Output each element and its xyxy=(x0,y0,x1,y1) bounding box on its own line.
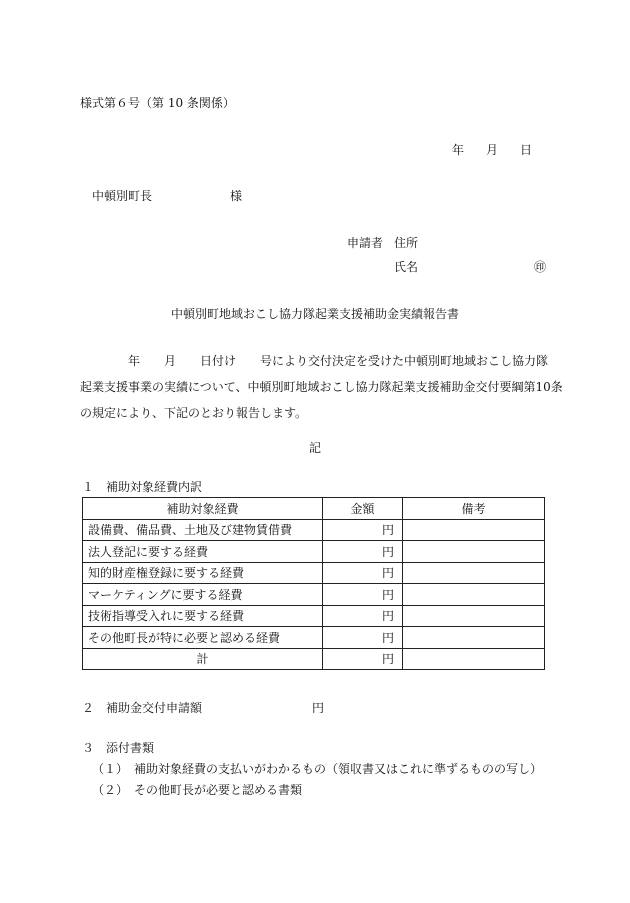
total-label: 計 xyxy=(83,648,323,670)
table-row xyxy=(83,519,545,541)
table-header-row xyxy=(83,498,545,520)
section1-heading: １ 補助対象経費内訳 xyxy=(82,480,203,494)
body-line-3: の規定により、下記のとおり報告します。 xyxy=(80,406,308,420)
addressee-name: 中頓別町長 xyxy=(92,189,153,203)
total-note-cell xyxy=(403,648,545,670)
note-cell xyxy=(403,541,545,563)
address-label: 住所 xyxy=(394,236,419,250)
date-year-label: 年 xyxy=(452,143,465,157)
expense-table xyxy=(82,497,545,670)
expense-item: 設備費、備品費、土地及び建物賃借費 xyxy=(83,519,323,541)
expense-item: その他町長が特に必要と認める経費 xyxy=(83,627,323,649)
note-cell xyxy=(403,562,545,584)
total-amount-cell: 円 xyxy=(323,648,403,670)
body-paragraph xyxy=(80,348,563,426)
body-line-1: 年 月 日付け 号により交付決定を受けた中頓別町地域おこし協力隊 xyxy=(80,354,549,368)
amount-cell: 円 xyxy=(323,584,403,606)
table-row xyxy=(83,605,545,627)
column-header: 補助対象経費 xyxy=(83,498,323,520)
addressee-honorific: 様 xyxy=(230,189,243,203)
attachment-item-1: （１） 補助対象経費の支払いがわかるもの（領収書又はこれに準ずるものの写し） xyxy=(92,762,543,776)
date-month-label: 月 xyxy=(486,143,499,157)
amount-cell: 円 xyxy=(323,541,403,563)
section2-unit: 円 xyxy=(312,701,325,715)
table-row xyxy=(83,562,545,584)
attachment-item-2: （２） その他町長が必要と認める書類 xyxy=(92,783,303,797)
column-header: 備考 xyxy=(403,498,545,520)
form-number: 様式第６号（第 10 条関係） xyxy=(80,96,235,110)
table-row xyxy=(83,584,545,606)
expense-item: 知的財産権登録に要する経費 xyxy=(83,562,323,584)
column-header: 金額 xyxy=(323,498,403,520)
expense-item: 技術指導受入れに要する経費 xyxy=(83,605,323,627)
amount-cell: 円 xyxy=(323,519,403,541)
section2-heading: ２ 補助金交付申請額 xyxy=(82,701,203,715)
amount-cell: 円 xyxy=(323,605,403,627)
amount-cell: 円 xyxy=(323,627,403,649)
expense-item: マーケティングに要する経費 xyxy=(83,584,323,606)
amount-cell: 円 xyxy=(323,562,403,584)
section3-heading: ３ 添付書類 xyxy=(82,741,155,755)
expense-item: 法人登記に要する経費 xyxy=(83,541,323,563)
seal-mark: ㊞ xyxy=(534,260,547,274)
document-title: 中頓別町地域おこし協力隊起業支援補助金実績報告書 xyxy=(170,307,459,321)
applicant-role: 申請者 xyxy=(347,236,384,250)
ki-label: 記 xyxy=(308,441,321,455)
name-label: 氏名 xyxy=(394,260,419,274)
table-row xyxy=(83,541,545,563)
note-cell xyxy=(403,627,545,649)
table-total-row xyxy=(83,648,545,670)
note-cell xyxy=(403,519,545,541)
table-row xyxy=(83,627,545,649)
date-day-label: 日 xyxy=(520,143,533,157)
note-cell xyxy=(403,584,545,606)
body-line-2: 起業支援事業の実績について、中頓別町地域おこし協力隊起業支援補助金交付要綱第10条 xyxy=(80,380,563,394)
note-cell xyxy=(403,605,545,627)
